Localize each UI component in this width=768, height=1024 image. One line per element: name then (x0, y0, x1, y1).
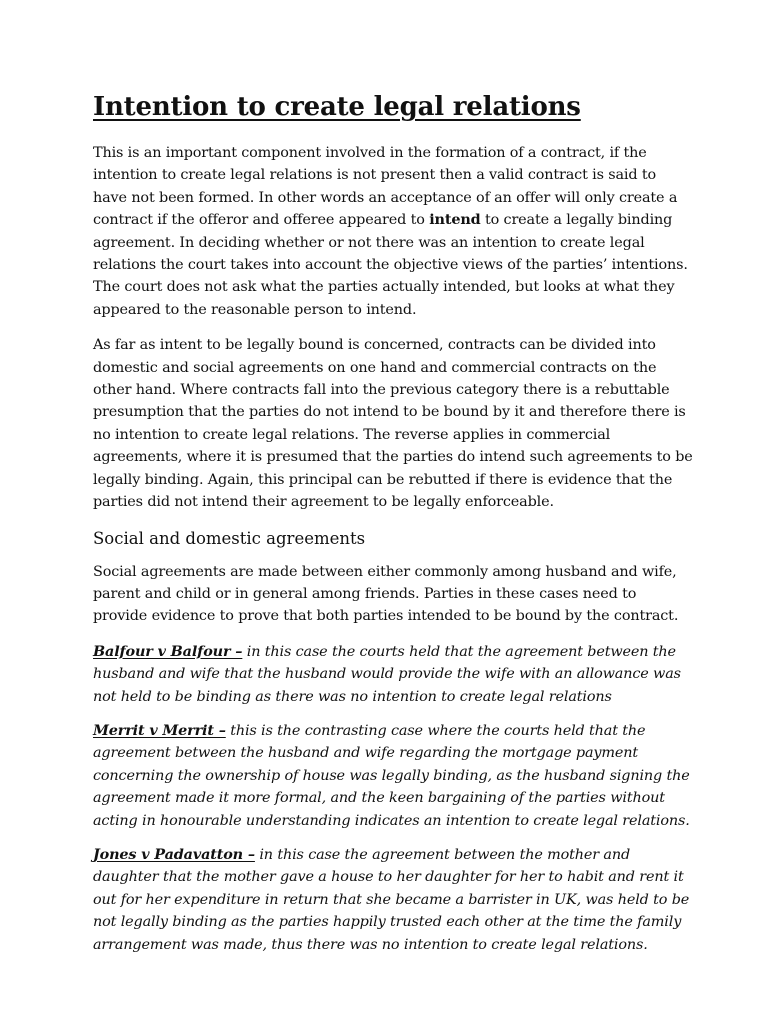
case-name: Jones v Padavatton – (93, 845, 255, 863)
case-text: in this case the courts held that the agreement between the husband and wife that the husband would provide the wife with an allowance was not held to be binding as there was no intention to create legal relations (93, 643, 681, 705)
section-heading: Social and domestic agreements (93, 528, 366, 548)
case-name: Balfour v Balfour – (93, 642, 243, 660)
case-paragraph-balfour (93, 641, 693, 708)
document-title: Intention to create legal relations (93, 92, 581, 122)
case-text: this is the contrasting case where the courts held that the agreement between the husband and wife regarding the mortgage payment concerning the ownership of house was legally binding, as the husband signing the agreement made it more formal, and the keen bargaining of the parties without acting in honourable understanding indicates an intention to create legal relations. (93, 722, 690, 829)
intro-paragraph (93, 142, 693, 321)
presumption-paragraph: As far as intent to be legally bound is concerned, contracts can be divided into domestic and social agreements on one hand and commercial contracts on the other hand. Where contracts fall into the previous category there is a rebuttable presumption that the parties do not intend to be bound by it and therefore there is no intention to create legal relations. The reverse applies in commercial agreements, where it is presumed that the parties do intend such agreements to be legally binding. Again, this principal can be rebutted if there is evidence that the parties did not intend their agreement to be legally enforceable. (93, 337, 693, 511)
case-text: in this case the agreement between the mother and daughter that the mother gave a house to her daughter for her to habit and rent it out for her expenditure in return that she became a barrister in UK, was held to be not legally binding as the parties happily trusted each other at the time the family arrangement was made, thus there was no intention to create legal relations. (93, 846, 690, 953)
intro-text-start: This is an important component involved in the formation of a contract, if the intention to create legal relations is not present then a valid contract is said to have not been formed. In other words an acceptance of an offer will only create a contract if the offeror and offeree appeared to (93, 145, 678, 229)
document-page (93, 92, 693, 968)
case-paragraph-jones (93, 844, 693, 956)
case-paragraph-merrit (93, 720, 693, 832)
intro-bold-word: intend (429, 211, 481, 229)
case-name: Merrit v Merrit – (93, 721, 226, 739)
social-intro-paragraph: Social agreements are made between either commonly among husband and wife, parent and child or in general among friends. Parties in these cases need to provide evidence to prove that both parties intended to be bound by the contract. (93, 563, 679, 625)
intro-text-end: to create a legally binding agreement. In deciding whether or not there was an intention to create legal relations the court takes into account the objective views of the parties’ intentions. The court does not ask what the parties actually intended, but looks at what they appeared to the reasonable person to intend. (93, 212, 688, 318)
